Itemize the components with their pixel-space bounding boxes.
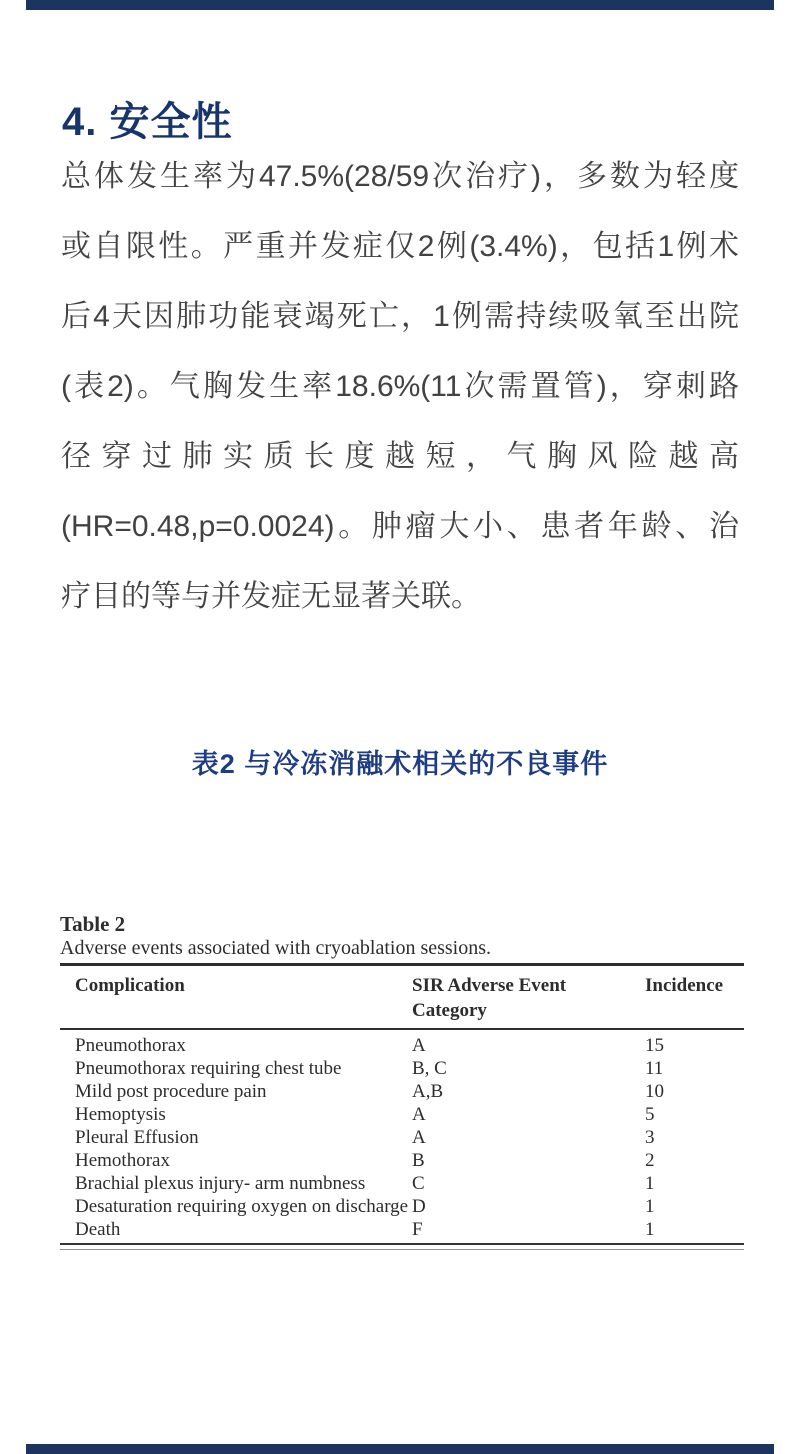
cell-complication: Death [75,1219,121,1240]
table-row [60,1103,744,1126]
adverse-events-table [60,912,744,1250]
table-row [60,1195,744,1218]
paragraph-line: (HR=0.48,p=0.0024)。肿瘤大小、患者年龄、治 [61,510,739,543]
paragraph-line: 径穿过肺实质长度越短，气胸风险越高 [61,440,739,473]
cell-complication: Pneumothorax requiring chest tube [75,1058,342,1079]
cell-complication: Brachial plexus injury- arm numbness [75,1173,366,1194]
cell-category: C [412,1173,425,1194]
table-rule-bottom [60,1243,744,1250]
cell-complication: Mild post procedure pain [75,1081,267,1102]
paragraph-line: 总体发生率为47.5%(28/59次治疗)，多数为轻度 [61,160,739,193]
body-paragraph [61,142,739,632]
table-caption-zh: 表2 与冷冻消融术相关的不良事件 [191,749,609,779]
paragraph-line: 疗目的等与并发症无显著关联。 [61,580,481,613]
cell-category: B [412,1150,425,1171]
cell-incidence: 15 [645,1035,664,1056]
cell-incidence: 1 [645,1196,655,1217]
cell-complication: Pleural Effusion [75,1127,199,1148]
cell-category: A [412,1035,426,1056]
table-body [60,1030,744,1243]
table-description: Adverse events associated with cryoablation sessions. [60,937,492,959]
bottom-accent-bar [26,1444,774,1454]
cell-category: A [412,1127,426,1148]
cell-category: A [412,1104,426,1125]
cell-incidence: 1 [645,1219,655,1240]
table-row [60,1126,744,1149]
table-row [60,1172,744,1195]
cell-incidence: 11 [645,1058,664,1079]
cell-incidence: 10 [645,1081,664,1102]
column-header-sir-category: SIR Adverse Event Category [412,975,567,1021]
paragraph-line: (表2)。气胸发生率18.6%(11次需置管)，穿刺路 [61,370,739,403]
table-label: Table 2 [60,912,126,936]
cell-complication: Pneumothorax [75,1035,186,1056]
table-header-row [60,966,744,1028]
cell-complication: Desaturation requiring oxygen on discharge [75,1196,409,1217]
cell-complication: Hemoptysis [75,1104,166,1125]
table-row [60,1080,744,1103]
cell-incidence: 3 [645,1127,655,1148]
table-row [60,1149,744,1172]
paragraph-line: 后4天因肺功能衰竭死亡，1例需持续吸氧至出院 [61,300,739,333]
column-header-incidence: Incidence [645,975,724,996]
table-row [60,1034,744,1057]
cell-incidence: 5 [645,1104,655,1125]
cell-category: B, C [412,1058,447,1079]
section-heading: 4. 安全性 [62,99,233,144]
cell-incidence: 1 [645,1173,655,1194]
table-row [60,1218,744,1241]
cell-category: D [412,1196,426,1217]
column-header-complication: Complication [75,975,185,996]
cell-incidence: 2 [645,1150,655,1171]
top-accent-bar [26,0,774,10]
cell-category: F [412,1219,423,1240]
cell-category: A,B [412,1081,444,1102]
cell-complication: Hemothorax [75,1150,170,1171]
table-row [60,1057,744,1080]
paragraph-line: 或自限性。严重并发症仅2例(3.4%)，包括1例术 [61,230,739,263]
